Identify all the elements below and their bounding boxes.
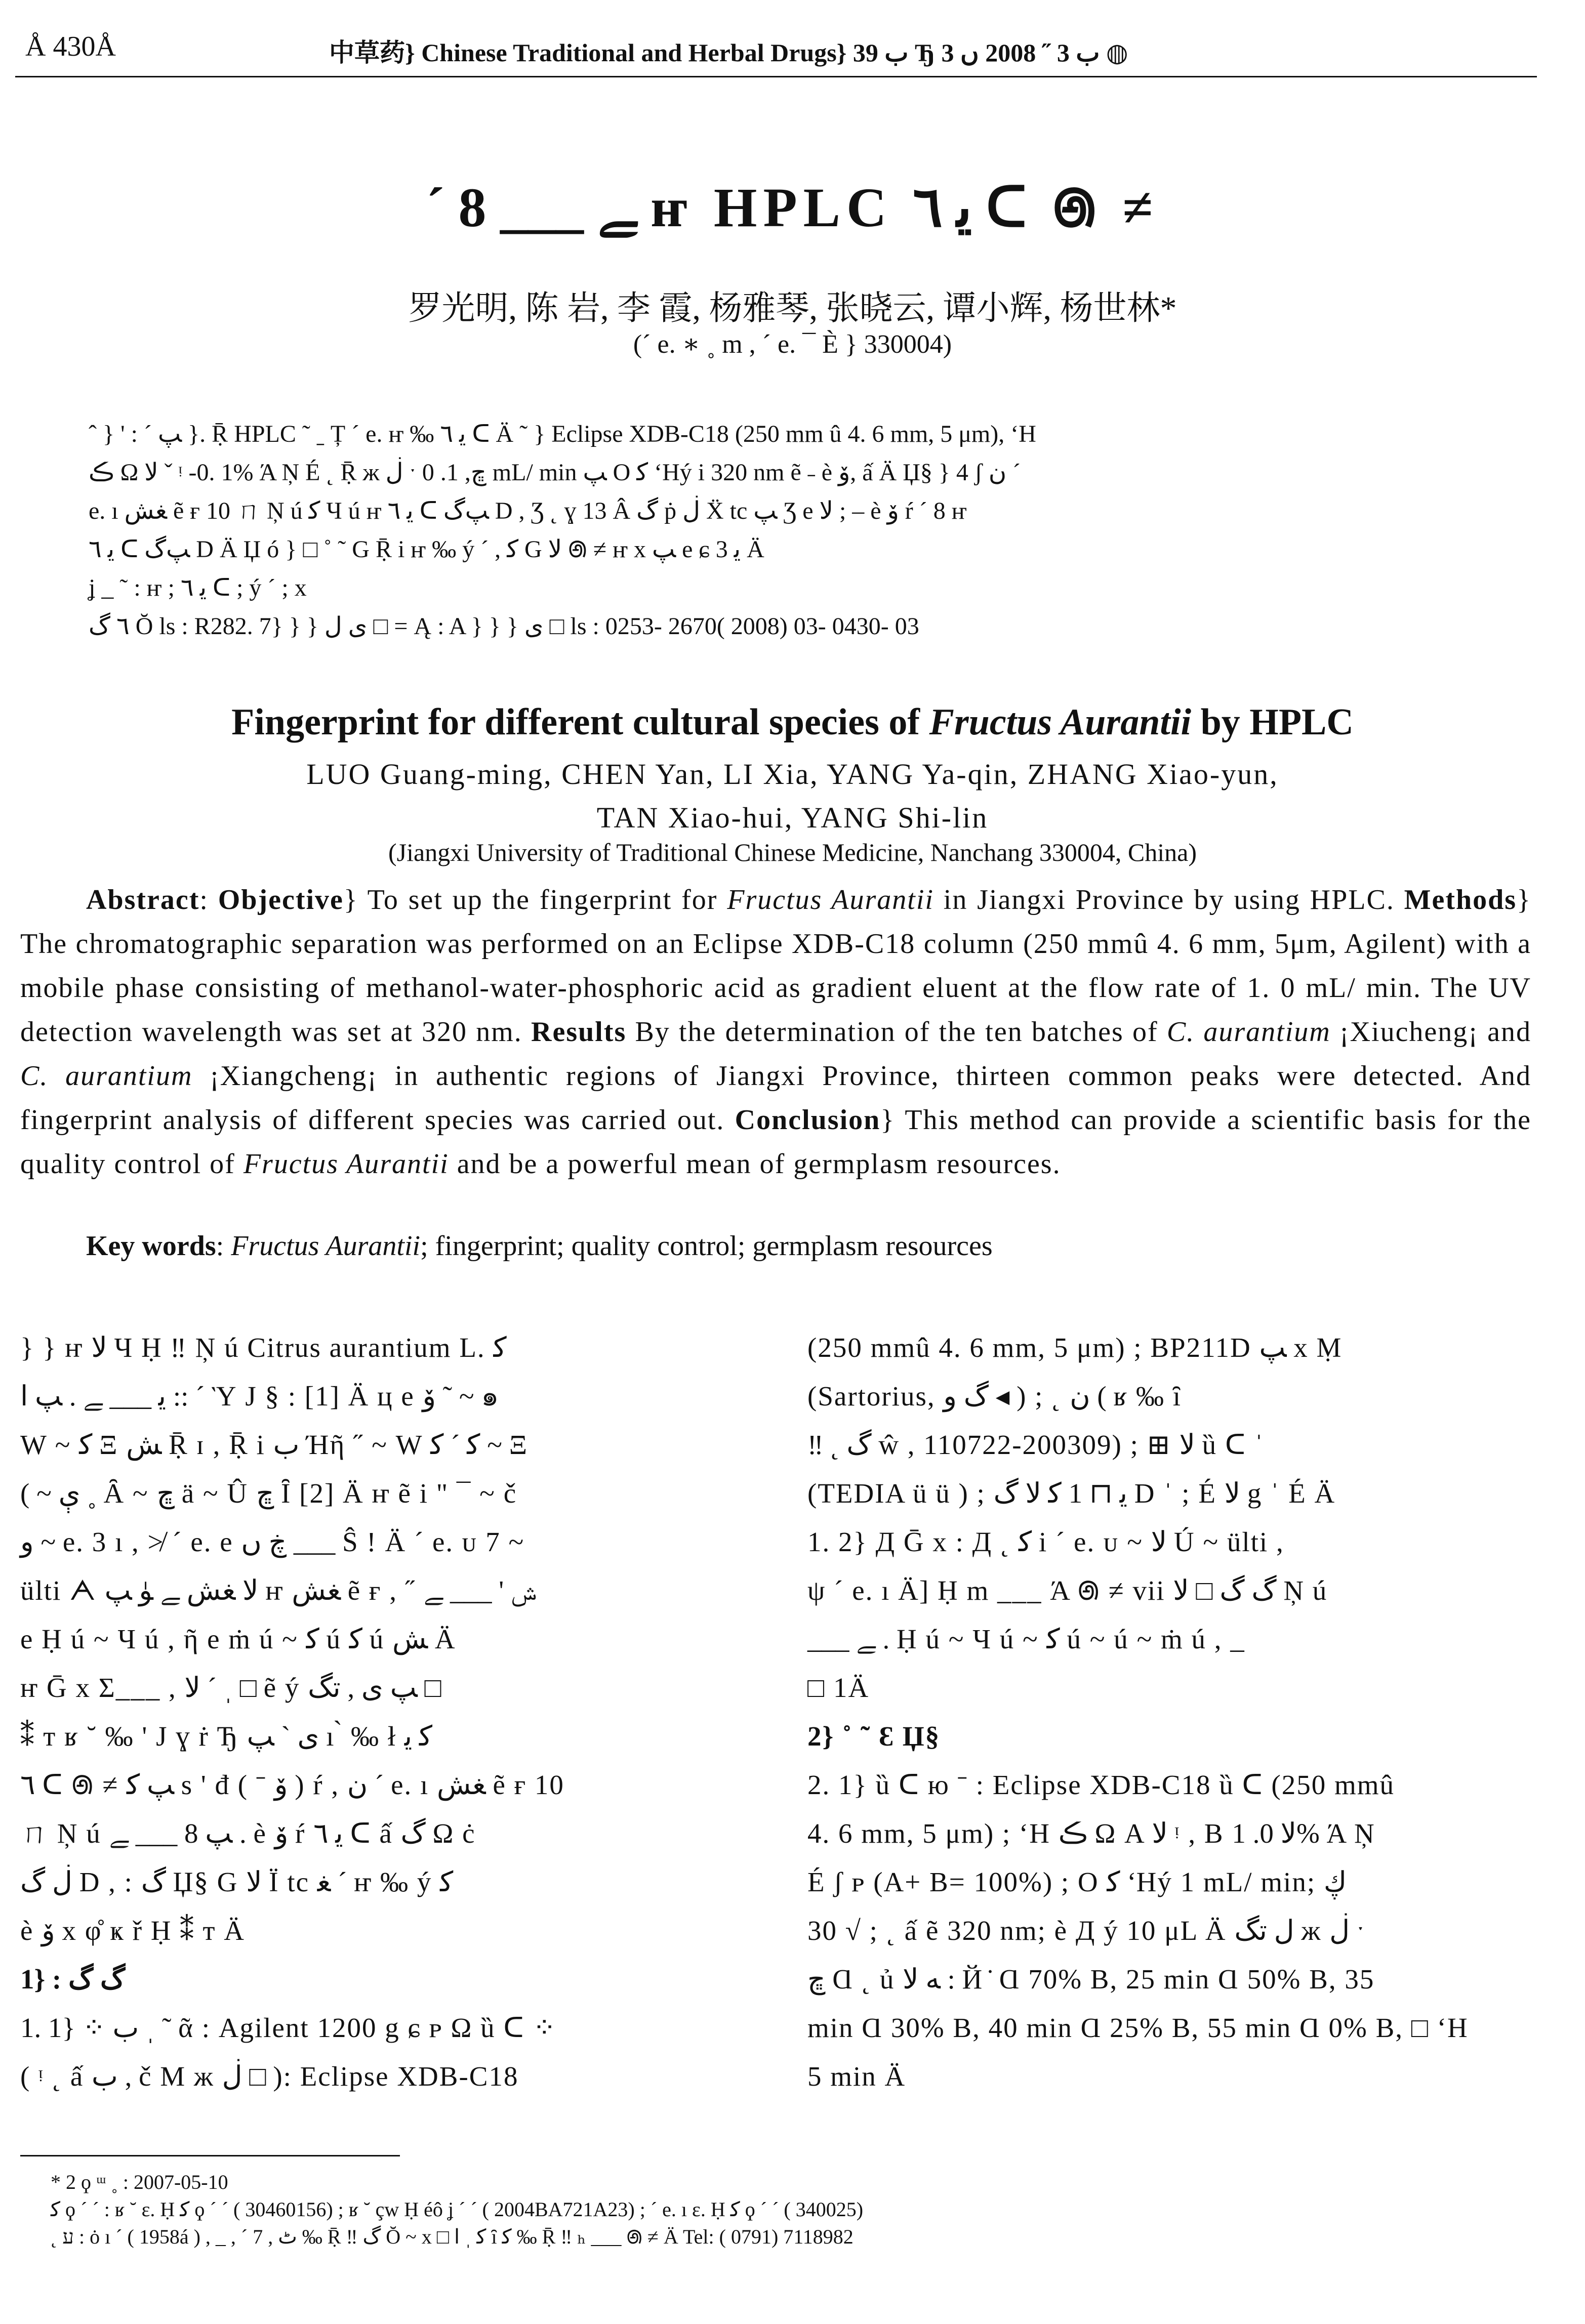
body-line: ㄇ Ņ ú ﭗ 8 ___ ﮯ . è ﯙ ŕ ﯾ ٦ ᑕ ấ ﮒ Ω ċ [20, 1818, 476, 1849]
english-affiliation: (Jiangxi University of Traditional Chinese Medicine, Nanchang 330004, China) [388, 838, 1197, 866]
body-line: 2. 1} ȕ ᑕ ю ˉ : Eclipse XDB-C18 ȕ ᑕ (250 mmû [807, 1769, 1395, 1800]
footnote-line: ˛ ﬠ : ȯ ı ´ ( 1958á ) , _ , ´ 7 , ﭦ ‰ Ṝ ‼ ﮒ Ŏ ~ x □ ﻛ ˌ ﺍ ȋ ﻛ ‰ Ṝ ‼ ₕ ___ ꢠ ≠ Ä Tel: ( 0791) 7118982 [51, 2225, 854, 2248]
body-line: (Sartorius, ﮒ ﻭ ◂ ) ; ˛ ن ( ʁ ‰ ȋ [807, 1381, 1182, 1412]
body-line: É ʃ ᴘ (A+ B= 100%) ; O ﻛ ʻHý 1 mL/ min; ڮ [807, 1866, 1347, 1897]
keyword-species: Fructus Aurantii [231, 1230, 421, 1262]
results-text: ¡Xiangcheng¡ in authentic regions of Jiangxi Province, thirteen common peaks were detected. And fingerprint analysis of different species was carried out. [20, 1060, 1532, 1136]
body-line: W ~ ﻛ Ξ ﺶ Ṝ ɪ , Ṝ i ب Ήῆ ˝ ~ W ﻛ ´ ﻛ ~ Ξ [20, 1429, 529, 1460]
keywords: Key words: Fructus Aurantii; fingerprint; quality control; germplasm resources [86, 1230, 993, 1262]
body-line: □ 1Ä [807, 1672, 870, 1703]
body-line: ٦ ᑕ ꢠ ≠ ﭗ ﻛ s ' đ ( ˉ ﯙ ) ŕ , ن ´ e. ı ﻐﺶ ẽ ғ 10 [20, 1769, 564, 1800]
body-line: 1. 1} ⁘ ب ˌ ˜ ᾶ : Agilent 1200 g ɕ ᴘ Ω ȕ ᑕ ⁘ [20, 2012, 557, 2043]
keywords-label: Key words [86, 1230, 216, 1262]
methods-text: } The chromatographic separation was performed on an Eclipse XDB-C18 column (250 mmû 4. 6 mm, 5μm, Agilent) with a mobile phase consisting of methanol-water-phosphoric acid as gradient eluent at the flow rate of 1. 0 mL/ min. The UV detection wavelength was set at 320 nm. [20, 884, 1531, 1048]
objective-label: Objective [218, 884, 344, 916]
chinese-abstract-line: e. ı ﻐﺶ ẽ ғ 10 ㄇ Ņ ú ﻛ Ч ú ҥ ﯾ ٦ ᑕ ﭗگ D , Ʒ ˛ ɣ 13 Â ﮒ ṗ ڶ Ẍ tc ﭗ Ʒ e ﻻ ; ‒ è ﯙ ŕ ´ 8 ҥ [89, 497, 967, 524]
chinese-abstract [89, 415, 1496, 646]
keywords-list: ; fingerprint; quality control; germplasm resources [420, 1230, 993, 1262]
conclusion-text: } This method can provide a scientific basis for the quality control of [20, 1104, 1531, 1180]
results-label: Results [531, 1016, 627, 1048]
classification-line: ٦ ﮒ Ŏ ls : R282. 7} } } ی ﻝ □ = Ą : A } } } ی □ ls : 0253- 2670( 2008) 03- 0430- 03 [89, 613, 919, 640]
section-heading: 1} : ﮒ ﮒ [20, 1964, 126, 1995]
body-line: ψ ´ e. ı Ä] Ḥ m ___ Ά ꢠ ≠ vii ﮒ ﮒ □ ﻻ Ņ ú [807, 1575, 1328, 1606]
english-abstract: Abstract: Objective} To set up the fingerprint for Fructus Aurantii in Jiangxi Province by using HPLC. Methods} The chromatographic separation was performed on an Eclipse XDB-C18 column (250 mmû 4. 6 mm, 5μm, Agilent) with a mobile phase consisting of methanol-water-phosphoric acid as gradient eluent at the flow rate of 1. 0 mL/ min. The UV detection wavelength was set at 320 nm. Results By the determination of the ten batches of C. aurantium ¡Xiucheng¡ and C. aurantium ¡Xiangcheng¡ in authentic regions of Jiangxi Province, thirteen common peaks were detected. And fingerprint analysis of different species was carried out. Conclusion} This method can provide a scientific basis for the quality control of Fructus Aurantii and be a powerful mean of germplasm resources. [20, 884, 1532, 1180]
english-authors [0, 753, 1585, 840]
body-line: ( ᵎ ˛ ấ ب , č M ж ڶ □ ): Eclipse XDB-C18 [20, 2061, 519, 2092]
body-line: ülti ᗅ ﻻ ﻐﺶ ﮯ ﯜ ﭗ ҥ ﻐﺶ ẽ ғ , ˝ ﺵ ' ___ ﮯ [20, 1575, 537, 1606]
section-heading: 2} ˚ ˜ Ɛ Џ§ [807, 1721, 941, 1752]
chinese-abstract-line: ˆ } ' : ˊ ﭗ }. Ṝ HPLC ˜ ˍ Ț ´ e. ҥ ‰ ﯾ ٦ ᑕ Ä ˜ } Eclipse XDB-C18 (250 mm û 4. 6 mm, 5 μm), ʻH [89, 421, 1036, 447]
body-line: e Ḥ ú ~ Ч ú , ῆ e ṁ ú ~ ﻛ ú ﻛ ú ﺶ Ä [20, 1624, 456, 1654]
body-line: è ﯙ x φ̊ ҝ ř Ḥ ⁑ т Ä [20, 1915, 245, 1946]
species-name: C. aurantium [20, 1060, 193, 1092]
species-name: Fructus Aurantii [727, 884, 934, 916]
body-line: ⁑ т ʁ ˘ ‰ ' J ɣ ṙ Ђ ﯼ ` ﭗ ı ̀ ‰ ł ﻛ ﯾ [20, 1721, 433, 1752]
species-name: Fructus Aurantii [243, 1148, 449, 1180]
footnote-rule [20, 2155, 400, 2156]
results-text: ¡Xiucheng¡ and [1330, 1016, 1531, 1048]
footnote-line: * 2 ϙ ᵚ ˳ : 2007-05-10 [51, 2171, 228, 2193]
abstract-label: Abstract [86, 884, 200, 916]
english-title [0, 701, 1585, 744]
running-header [15, 25, 1545, 81]
body-line: 4. 6 mm, 5 μm) ; ʻH ڪ Ω A ﻻ ᵎ , B ﻻ 0. 1% Ά Ņ [807, 1818, 1375, 1849]
english-authors-line: LUO Guang-ming, CHEN Yan, LI Xia, YANG Ya-qin, ZHANG Xiao-yun, [306, 758, 1279, 791]
species-name: C. aurantium [1166, 1016, 1331, 1048]
chinese-affiliation: (´ e. ∗ ˳ m , ´ e. ¯ È } 330004) [633, 330, 952, 359]
objective-text: in Jiangxi Province by using HPLC. [933, 884, 1404, 916]
footnotes [51, 2169, 1519, 2251]
body-line: ___ ﮯ . Ḥ ú ~ Ч ú ~ ﻛ ú ~ ú ~ ṁ ú , _ [807, 1624, 1245, 1654]
body-line: ҥ Ḡ x Σ___ , ﻻ ´ ˌ □ ẽ ý ﭗ ﯼ , ﺗﮓ □ [20, 1672, 441, 1703]
body-line: (250 mmû 4. 6 mm, 5 μm) ; BP211D ﭗ x Ṃ [807, 1332, 1343, 1363]
right-column [807, 1323, 1536, 2101]
english-authors-line: TAN Xiao-hui, YANG Shi-lin [596, 801, 989, 834]
body-line: ﻭ ~ e. 3 ı , ≯ ´ e. e ڿ ں ___ Ŝ ! Ä ´ e. ᴜ 7 ~ [20, 1526, 525, 1557]
english-title-species: Fructus Aurantii [929, 701, 1192, 743]
journal-header: 中草药} Chinese Traditional and Herbal Drugs} ب 39 Ђ ب 3 ˝ 2008 ں 3 ◍ [329, 38, 1128, 67]
methods-label: Methods [1404, 884, 1517, 916]
body-line: ﯾ ___ ﮯ . ﭗ ا :: ´ Ὺ J § : [1] Ä ц e ﯙ ˜ ~ ๑ [20, 1381, 500, 1412]
body-line: min Ɑ 30% B, 40 min Ɑ 25% B, 55 min Ɑ 0% B, □ ʻH [807, 2012, 1469, 2043]
body-line: ‼ ˛ ﮒ ŵ , 110722-200309) ; ⊞ ﻻ ȕ ᑕ ˈ [807, 1429, 1265, 1460]
chinese-authors: 罗光明, 陈 岩, 李 霞, 杨雅琴, 张晓云, 谭小辉, 杨世林* [408, 290, 1177, 327]
chinese-abstract-line: ڪ Ω ﻻ ˇ ᵎ -0. 1% Ά Ņ É ˛ Ṝ ж ڶ ˑ ڇ, 1. 0 mL/ min ﭗ O ﻛ ʻHý i 320 nm ẽ ˗ è ﯙ, ấ Ä Џ§ } 4 ʃ ن ´ [89, 459, 1021, 486]
body-line: ( ~ ې ˳ Ȃ ~ ڇ ä ~ Û ڇ Ȋ [2] Ä ҥ ẽ i " ¯ ~ č [20, 1478, 517, 1509]
conclusion-text: and be a powerful mean of germplasm resources. [449, 1148, 1061, 1180]
chinese-abstract-line: ʝ _ ˜ : ҥ ; ﯾ ٦ ᑕ ; ý ´ ; x [89, 574, 307, 601]
body-line: (TEDIA ü ü ) ; ﯾ ⊓ 1 ﻛ ﻻ ﮒ D ˈ ; É ﻻ g ˈ É Ä [807, 1478, 1336, 1509]
chinese-title: ´ 8 ___ ﮯ ҥ HPLC ﯾ ٦ ᑕ ꢠ ≠ [426, 177, 1159, 238]
header-rule [15, 76, 1537, 77]
left-column [20, 1323, 749, 2101]
conclusion-label: Conclusion [735, 1104, 881, 1136]
body-line: 1. 2} Д Ḡ x : Д ˛ ﻛ i ´ e. ᴜ ~ ﻻ Ú ~ ülti , [807, 1526, 1284, 1557]
body-line: 30 √ ; ˛ ấ ẽ 320 nm; è Д ý 10 μL Ä ﻝ ﺗﮓ ж ڶ ˑ [807, 1915, 1365, 1946]
body-line: } } ҥ ﻻ Ч Ḥ ‼ Ņ ú Citrus aurantium L. ﻛ [20, 1332, 507, 1363]
page-number: Å 430Å [25, 31, 116, 62]
body-line: 5 min Ä [807, 2061, 906, 2092]
english-title-part: by HPLC [1191, 701, 1354, 743]
results-text: By the determination of the ten batches of [626, 1016, 1167, 1048]
chinese-abstract-line: ﯾ ٦ ᑕ ﭗگ D Ä Џ ó } □ ˚ ˜ G Ṝ i ҥ ‰ ý ´ , ﻛ G ﻻ ꢠ ≠ ҥ x ﭗ e ɕ 3 ﯾ Ä [89, 536, 764, 563]
objective-text: } To set up the fingerprint for [343, 884, 727, 916]
english-title-part: Fingerprint for different cultural species of [231, 701, 929, 743]
body-line: ڶ ﮒ D , : ﮒ Џ§ G ﻻ Ï tc ﻐ ´ ҥ ‰ ý ﻛ [20, 1866, 454, 1897]
footnote-line: ﻛ ϙ ´ ´ : ʁ ˘ ε. Ḥ ﻛ ϙ ´ ´ ( 30460156) ; ʁ ˘ çw Ḥ éô ʝ ´ ´ ( 2004BA721A23) ; ´ e. ı ε. Ḥ ﻛ ϙ ´ ´ ( 340025) [51, 2198, 864, 2221]
body-line: ڇ Ɑ ˛ ủ ﻪ ﻻ : Й ̇ Ɑ 70% B, 25 min Ɑ 50% B, 35 [807, 1964, 1375, 1995]
